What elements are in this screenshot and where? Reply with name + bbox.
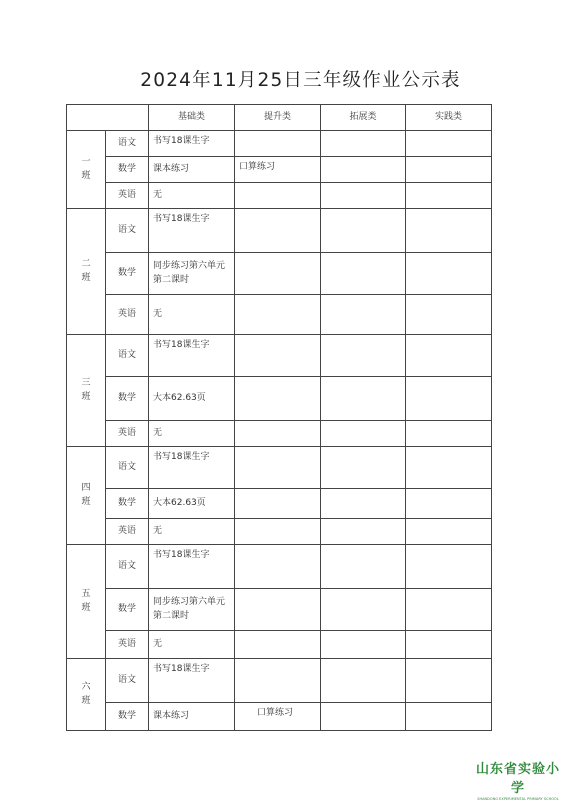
subject-cell: 语文 [106, 131, 149, 157]
improve-cell [235, 421, 321, 447]
extend-cell [321, 631, 406, 659]
extend-cell [321, 589, 406, 631]
improve-cell [235, 447, 321, 489]
extend-cell [321, 157, 406, 183]
subject-cell: 数学 [106, 253, 149, 295]
table-row [67, 157, 492, 183]
class-label-4: 四 班 [67, 447, 106, 545]
improve-cell [235, 519, 321, 545]
extend-cell [321, 253, 406, 295]
subject-cell: 语文 [106, 545, 149, 589]
subject-cell: 数学 [106, 589, 149, 631]
improve-cell [235, 253, 321, 295]
improve-cell [235, 631, 321, 659]
subject-cell: 英语 [106, 519, 149, 545]
header-practice: 实践类 [406, 105, 492, 131]
header-corner [67, 105, 149, 131]
subject-cell: 英语 [106, 631, 149, 659]
practice-cell [406, 157, 492, 183]
logo-text-en: SHANDONG EXPERIMENTAL PRIMARY SCHOOL [477, 797, 559, 801]
class-label-5: 五 班 [67, 545, 106, 659]
class-label-3: 三 班 [67, 335, 106, 447]
extend-cell [321, 335, 406, 377]
extend-cell [321, 703, 406, 731]
basic-cell: 无 [149, 183, 235, 209]
extend-cell [321, 131, 406, 157]
improve-cell [235, 377, 321, 421]
basic-cell: 无 [149, 421, 235, 447]
homework-table [66, 104, 492, 731]
table-row [67, 377, 492, 421]
practice-cell [406, 253, 492, 295]
basic-cell: 书写18课生字 [149, 447, 235, 489]
class-label-6: 六 班 [67, 659, 106, 731]
page-title: 2024年11月25日三年级作业公示表 [140, 70, 461, 91]
table-row [67, 295, 492, 335]
subject-cell: 英语 [106, 183, 149, 209]
practice-cell [406, 447, 492, 489]
improve-cell [235, 589, 321, 631]
table-row [67, 545, 492, 589]
practice-cell [406, 295, 492, 335]
improve-cell [235, 545, 321, 589]
practice-cell [406, 335, 492, 377]
improve-cell [235, 209, 321, 253]
practice-cell [406, 377, 492, 421]
subject-cell: 语文 [106, 659, 149, 703]
basic-cell: 同步练习第六单元第二课时 [149, 253, 235, 295]
extend-cell [321, 421, 406, 447]
basic-cell: 大本62.63页 [149, 377, 235, 421]
basic-cell: 书写18课生字 [149, 131, 235, 157]
basic-cell: 书写18课生字 [149, 209, 235, 253]
extend-cell [321, 489, 406, 519]
practice-cell [406, 489, 492, 519]
table-row [67, 489, 492, 519]
table-row [67, 659, 492, 703]
extend-cell [321, 519, 406, 545]
basic-cell: 同步练习第六单元第二课时 [149, 589, 235, 631]
subject-cell: 数学 [106, 157, 149, 183]
table-row [67, 589, 492, 631]
subject-cell: 数学 [106, 489, 149, 519]
basic-cell: 无 [149, 519, 235, 545]
school-logo [476, 758, 560, 801]
header-row [67, 105, 492, 131]
table-row [67, 183, 492, 209]
extend-cell [321, 545, 406, 589]
extend-cell [321, 295, 406, 335]
improve-cell [235, 659, 321, 703]
subject-cell: 语文 [106, 209, 149, 253]
table-row [67, 335, 492, 377]
table-row [67, 631, 492, 659]
practice-cell [406, 703, 492, 731]
basic-cell: 无 [149, 631, 235, 659]
header-extend: 拓展类 [321, 105, 406, 131]
extend-cell [321, 183, 406, 209]
subject-cell: 语文 [106, 447, 149, 489]
subject-cell: 英语 [106, 295, 149, 335]
practice-cell [406, 519, 492, 545]
table-row [67, 131, 492, 157]
improve-cell [235, 131, 321, 157]
header-basic: 基础类 [149, 105, 235, 131]
class-label-1: 一 班 [67, 131, 106, 209]
table-row [67, 703, 492, 731]
basic-cell: 课本练习 [149, 157, 235, 183]
basic-cell: 无 [149, 295, 235, 335]
improve-cell [235, 335, 321, 377]
class-label-2: 二 班 [67, 209, 106, 335]
improve-cell: 口算练习 [235, 703, 321, 731]
table-row [67, 253, 492, 295]
practice-cell [406, 631, 492, 659]
basic-cell: 大本62.63页 [149, 489, 235, 519]
practice-cell [406, 659, 492, 703]
basic-cell: 书写18课生字 [149, 659, 235, 703]
logo-text-cn: 山东省实验小学 [476, 762, 561, 796]
extend-cell [321, 377, 406, 421]
improve-cell [235, 183, 321, 209]
practice-cell [406, 421, 492, 447]
basic-cell: 书写18课生字 [149, 545, 235, 589]
practice-cell [406, 131, 492, 157]
extend-cell [321, 447, 406, 489]
subject-cell: 数学 [106, 703, 149, 731]
table-row [67, 421, 492, 447]
table-row [67, 209, 492, 253]
extend-cell [321, 209, 406, 253]
basic-cell: 书写18课生字 [149, 335, 235, 377]
subject-cell: 语文 [106, 335, 149, 377]
subject-cell: 数学 [106, 377, 149, 421]
header-improve: 提升类 [235, 105, 321, 131]
subject-cell: 英语 [106, 421, 149, 447]
extend-cell [321, 659, 406, 703]
practice-cell [406, 183, 492, 209]
improve-cell [235, 295, 321, 335]
practice-cell [406, 545, 492, 589]
practice-cell [406, 209, 492, 253]
improve-cell: 口算练习 [235, 157, 321, 183]
practice-cell [406, 589, 492, 631]
improve-cell [235, 489, 321, 519]
basic-cell: 课本练习 [149, 703, 235, 731]
table-row [67, 447, 492, 489]
table-row [67, 519, 492, 545]
